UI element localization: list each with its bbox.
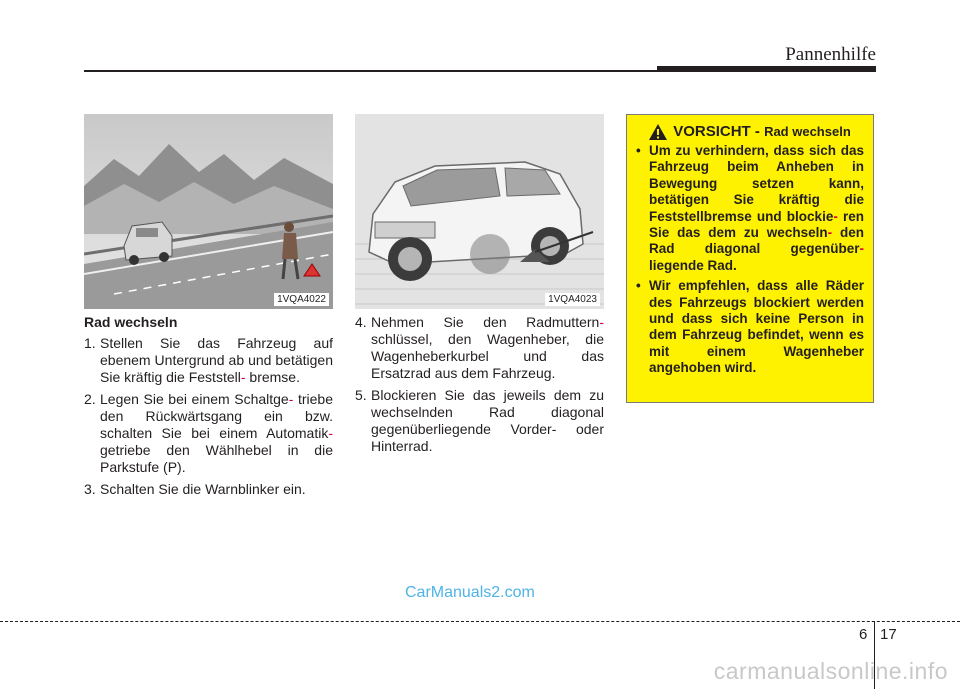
figure-code: 1VQA4023 [545, 293, 600, 306]
hyphen-mark: - [328, 425, 333, 441]
caution-title: VORSICHT - [673, 123, 765, 140]
step-text: Blockieren Sie das jeweils dem zu wechselnden Rad diagonal gegenüberliegende Vorder- oder Hinterrad. [371, 387, 604, 454]
header-rule-thick [657, 66, 876, 72]
caution-subtitle: Rad wechseln [764, 124, 851, 139]
caution-text: Wir empfehlen, dass alle Räder des Fahrzeugs blockiert werden und dass sich keine Person in dem Fahrzeug befindet, wenn es mit einem Wagenheber angehoben wird. [649, 278, 864, 376]
hyphen-mark: - [599, 314, 604, 330]
caution-text: ren Sie das dem zu wechseln [649, 208, 864, 241]
caution-heading [636, 123, 864, 140]
step-number: 4. [355, 314, 367, 330]
step-1 [84, 335, 333, 386]
section-heading: Rad wechseln [84, 314, 178, 330]
footer-dashed-rule [0, 621, 960, 622]
step-text: Nehmen Sie den Radmuttern [371, 314, 600, 330]
step-4 [355, 314, 604, 382]
hyphen-mark: - [859, 241, 864, 257]
hyphen-mark: - [833, 208, 838, 224]
warning-triangle-icon [649, 124, 667, 140]
hyphen-mark: - [288, 391, 294, 407]
step-text-cont: schlüssel, den Wagenheber, die Wagenheberkurbel und das Ersatzrad aus dem Fahrzeug. [371, 331, 604, 381]
step-number: 1. [84, 335, 96, 351]
hyphen-mark: - [240, 369, 246, 385]
step-text-cont: bremse. [249, 369, 300, 385]
roadside-illustration [84, 114, 333, 309]
site-watermark: carmanualsonline.info [713, 658, 948, 684]
step-3 [84, 481, 333, 498]
caution-box [626, 114, 874, 403]
page-number: 17 [880, 626, 897, 643]
caution-item: • Um zu verhindern, dass sich das Fahrzeug beim Anheben in Bewegung setzen kann, betätigen Sie kräftig die Feststellbremse und blockie- ren Sie das dem zu wechseln- den Rad diagonal gegenüber- liegende Rad. [636, 143, 864, 273]
step-text: Stellen Sie das Fahrzeug auf ebenem Untergrund ab und betätigen Sie kräftig die Feststell [100, 335, 333, 385]
step-number: 5. [355, 387, 367, 403]
figure-car-jack [355, 114, 604, 309]
carmanuals-watermark-link[interactable]: CarManuals2.com [405, 584, 535, 601]
figure-code: 1VQA4022 [274, 293, 329, 306]
step-text-cont: getriebe den Wählhebel in die Parkstufe (P). [100, 442, 333, 475]
instructions-column-2 [355, 314, 604, 460]
caution-text: Um zu verhindern, dass sich das Fahrzeug beim Anheben in Bewegung setzen kann, betätigen Sie kräftig die Feststellbremse und blockie [649, 143, 864, 224]
caution-item: • Wir empfehlen, dass alle Räder des Fahrzeugs blockiert werden und dass sich keine Person in dem Fahrzeug befindet, wenn es mit einem Wagenheber angehoben wird. [636, 278, 864, 376]
step-text: Legen Sie bei einem Schaltge [100, 391, 289, 407]
step-number: 3. [84, 481, 96, 497]
caution-text: den Rad diagonal gegenüber [649, 225, 864, 257]
page-header-title: Pannenhilfe [785, 44, 876, 65]
figure-roadside [84, 114, 333, 309]
caution-text: liegende Rad. [649, 257, 737, 273]
suv-car [369, 162, 583, 281]
step-5 [355, 387, 604, 455]
chapter-number: 6 [859, 626, 868, 643]
car-jack-illustration [355, 114, 604, 309]
instructions-column-1 [84, 314, 333, 503]
header-rule-thin [84, 70, 661, 72]
step-number: 2. [84, 391, 96, 407]
step-text-cont: triebe den Rückwärtsgang ein bzw. schalten Sie bei einem Automatik [100, 391, 334, 441]
caution-list [636, 143, 864, 377]
hyphen-mark: - [827, 225, 833, 241]
step-text: Schalten Sie die Warnblinker ein. [100, 481, 306, 497]
broken-down-car [124, 222, 172, 265]
step-2 [84, 391, 333, 476]
